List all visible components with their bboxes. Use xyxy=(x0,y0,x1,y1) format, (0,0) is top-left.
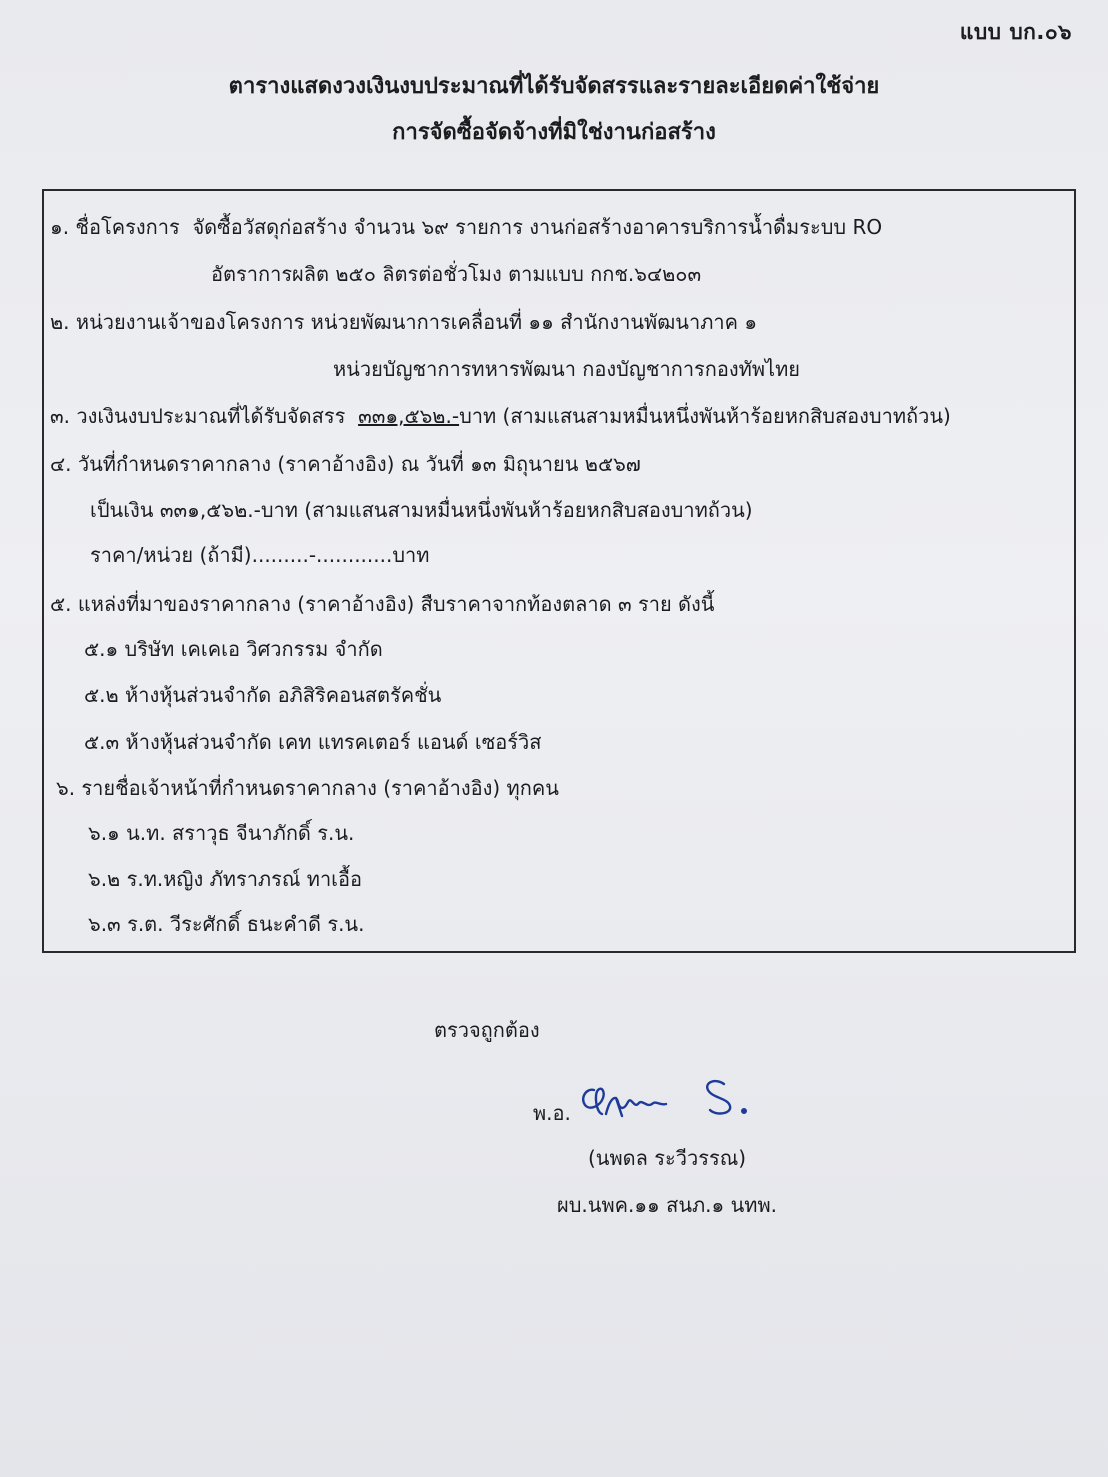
item-3 xyxy=(50,403,951,429)
item-3-label: ๓. วงเงินงบประมาณที่ได้รับจัดสรร xyxy=(50,404,346,428)
item-2-continued: หน่วยบัญชาการทหารพัฒนา กองบัญชาการกองทัพไทย xyxy=(333,357,801,381)
item-4-amount: เป็นเงิน ๓๓๑,๕๖๒.-บาท (สามแสนสามหมื่นหนึ่งพันห้าร้อยหกสิบสองบาทถ้วน) xyxy=(90,498,753,522)
item-1-label: ๑. ชื่อโครงการ xyxy=(50,215,180,239)
item-6-1: ๖.๑ น.ท. สราวุธ จีนาภักดิ์ ร.น. xyxy=(88,821,355,845)
signature-image xyxy=(576,1068,766,1132)
item-3-amount-words: บาท (สามแสนสามหมื่นหนึ่งพันห้าร้อยหกสิบสองบาทถ้วน) xyxy=(459,404,951,428)
item-5: ๕. แหล่งที่มาของราคากลาง (ราคาอ้างอิง) สืบราคาจากท้องตลาด ๓ ราย ดังนี้ xyxy=(50,592,715,616)
item-6: ๖. รายชื่อเจ้าหน้าที่กำหนดราคากลาง (ราคาอ้างอิง) ทุกคน xyxy=(56,776,559,800)
item-6-2: ๖.๒ ร.ท.หญิง ภัทราภรณ์ ทาเอื้อ xyxy=(88,867,363,891)
item-4-unit-price: ราคา/หน่วย (ถ้ามี).........-............บาท xyxy=(90,543,430,567)
item-5-2: ๕.๒ ห้างหุ้นส่วนจำกัด อภิสิริคอนสตรัคชั่น xyxy=(84,683,442,707)
document-title-line1: ตารางแสดงวงเงินงบประมาณที่ได้รับจัดสรรและรายละเอียดค่าใช้จ่าย xyxy=(228,74,880,99)
item-3-amount: ๓๓๑,๕๖๒.- xyxy=(358,404,460,428)
item-4: ๔. วันที่กำหนดราคากลาง (ราคาอ้างอิง) ณ วันที่ ๑๓ มิถุนายน ๒๕๖๗ xyxy=(50,452,641,476)
item-2: ๒. หน่วยงานเจ้าของโครงการ หน่วยพัฒนาการเคลื่อนที่ ๑๑ สำนักงานพัฒนาภาค ๑ xyxy=(50,310,758,334)
document-title-line2: การจัดซื้อจัดจ้างที่มิใช่งานก่อสร้าง xyxy=(392,120,716,145)
item-1-text: จัดซื้อวัสดุก่อสร้าง จำนวน ๖๙ รายการ งานก่อสร้างอาคารบริการน้ำดื่มระบบ RO xyxy=(192,215,883,239)
verified-label: ตรวจถูกต้อง xyxy=(434,1018,540,1042)
item-1 xyxy=(50,214,882,240)
item-1-continued: อัตราการผลิต ๒๕๐ ลิตรต่อชั่วโมง ตามแบบ กกช.๖๔๒๐๓ xyxy=(211,262,702,286)
item-5-1: ๕.๑ บริษัท เคเคเอ วิศวกรรม จำกัด xyxy=(84,637,383,661)
item-6-3: ๖.๓ ร.ต. วีระศักดิ์ ธนะคำดี ร.น. xyxy=(88,912,365,936)
signer-position: ผบ.นพค.๑๑ สนภ.๑ นทพ. xyxy=(557,1193,777,1217)
signer-rank: พ.อ. xyxy=(533,1101,571,1125)
signer-name: (นพดล ระวีวรรณ) xyxy=(588,1146,747,1170)
form-code: แบบ บก.๐๖ xyxy=(959,20,1072,44)
item-5-3: ๕.๓ ห้างหุ้นส่วนจำกัด เคท แทรคเตอร์ แอนด์ เซอร์วิส xyxy=(84,730,542,754)
